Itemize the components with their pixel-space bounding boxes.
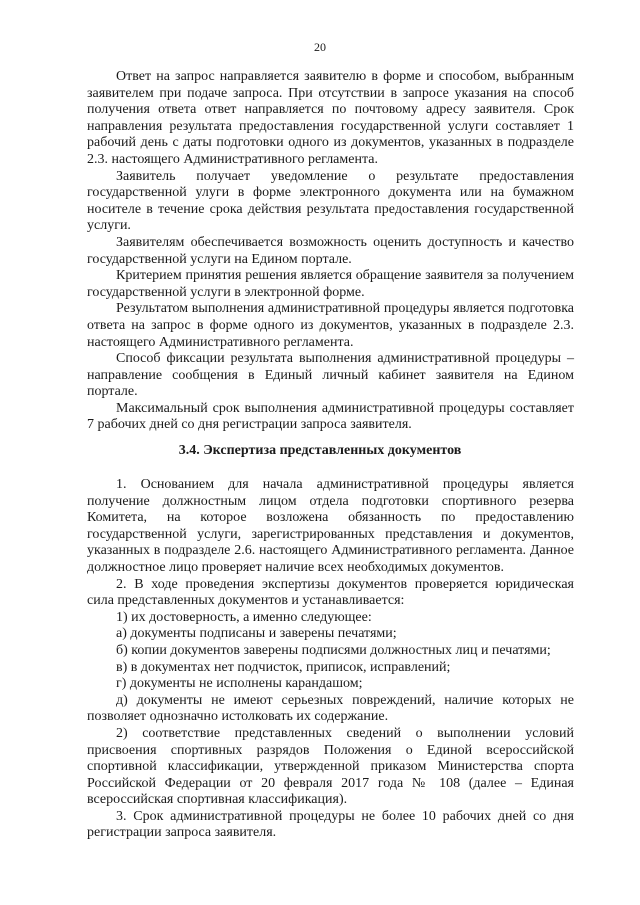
paragraph-block-section [87, 477, 574, 842]
section-heading: 3.4. Экспертиза представленных документов [178, 443, 462, 458]
paragraph: Заявитель получает уведомление о результате предоставления государственной улуги в форме электронного документа или на бумажном носителе в течение срока действия результата предоставления государственной услуги. [87, 168, 574, 234]
paragraph: 3. Срок административной процедуры не более 10 рабочих дней со дня регистрации запроса заявителя. [87, 808, 574, 841]
list-item: г) документы не исполнены карандашом; [116, 676, 363, 692]
paragraph: Заявителям обеспечивается возможность оценить доступность и качество государственной услуги на Едином портале. [87, 234, 574, 267]
paragraph: 1. Основанием для начала административной процедуры является получение должностным лицом отдела подготовки спортивного резерва Комитета, на которое возложена обязанность по предоставлению государственной услуги, зарегистрированных представления и документов, указанных в подразделе 2.6. настоящего Административного регламента. Данное должностное лицо проверяет наличие всех необходимых документов. [87, 477, 574, 575]
list-item: б) копии документов заверены подписями должностных лиц и печатями; [116, 642, 551, 658]
list-item: д) документы не имеют серьезных повреждений, наличие которых не позволяет однозначно истолковать их содержание. [87, 692, 574, 725]
paragraph: Результатом выполнения административной процедуры является подготовка ответа на запрос в форме одного из документов, указанных в подразделе 2.3. настоящего Административного регламента. [87, 301, 574, 350]
list-item: а) документы подписаны и заверены печатями; [116, 626, 397, 642]
paragraph: Максимальный срок выполнения административной процедуры составляет 7 рабочих дней со дня регистрации запроса заявителя. [87, 400, 574, 433]
list-item: 2) соответствие представленных сведений о выполнении условий присвоения спортивных разрядов Положения о Единой всероссийской спортивной классификации, утвержденной приказом Министерства спорта Российской Федерации от 20 февраля 2017 года № 108 (далее – Единая всероссийская спортивная классификация). [87, 725, 574, 808]
page-number: 20 [314, 40, 326, 54]
paragraph: Критерием принятия решения является обращение заявителя за получением государственной услуги в электронной форме. [87, 268, 574, 300]
list-item: 1) их достоверность, а именно следующее: [116, 609, 372, 625]
paragraph-block-top [87, 69, 574, 434]
list-item: в) в документах нет подчисток, приписок, исправлений; [116, 659, 451, 675]
paragraph: Ответ на запрос направляется заявителю в форме и способом, выбранным заявителем при подаче запроса. При отсутствии в запросе указания на способ получения ответа ответ направляется по почтовому адресу заявителя. Срок направления результата предоставления государственной услуги составляет 1 рабочий день с даты подготовки одного из документов, указанных в подразделе 2.3. настоящего Административного регламента. [87, 69, 574, 167]
paragraph: Способ фиксации результата выполнения административной процедуры – направление сообщения в Единый личный кабинет заявителя на Едином портале. [87, 351, 574, 400]
paragraph: 2. В ходе проведения экспертизы документов проверяется юридическая сила представленных документов и устанавливается: [87, 576, 574, 609]
